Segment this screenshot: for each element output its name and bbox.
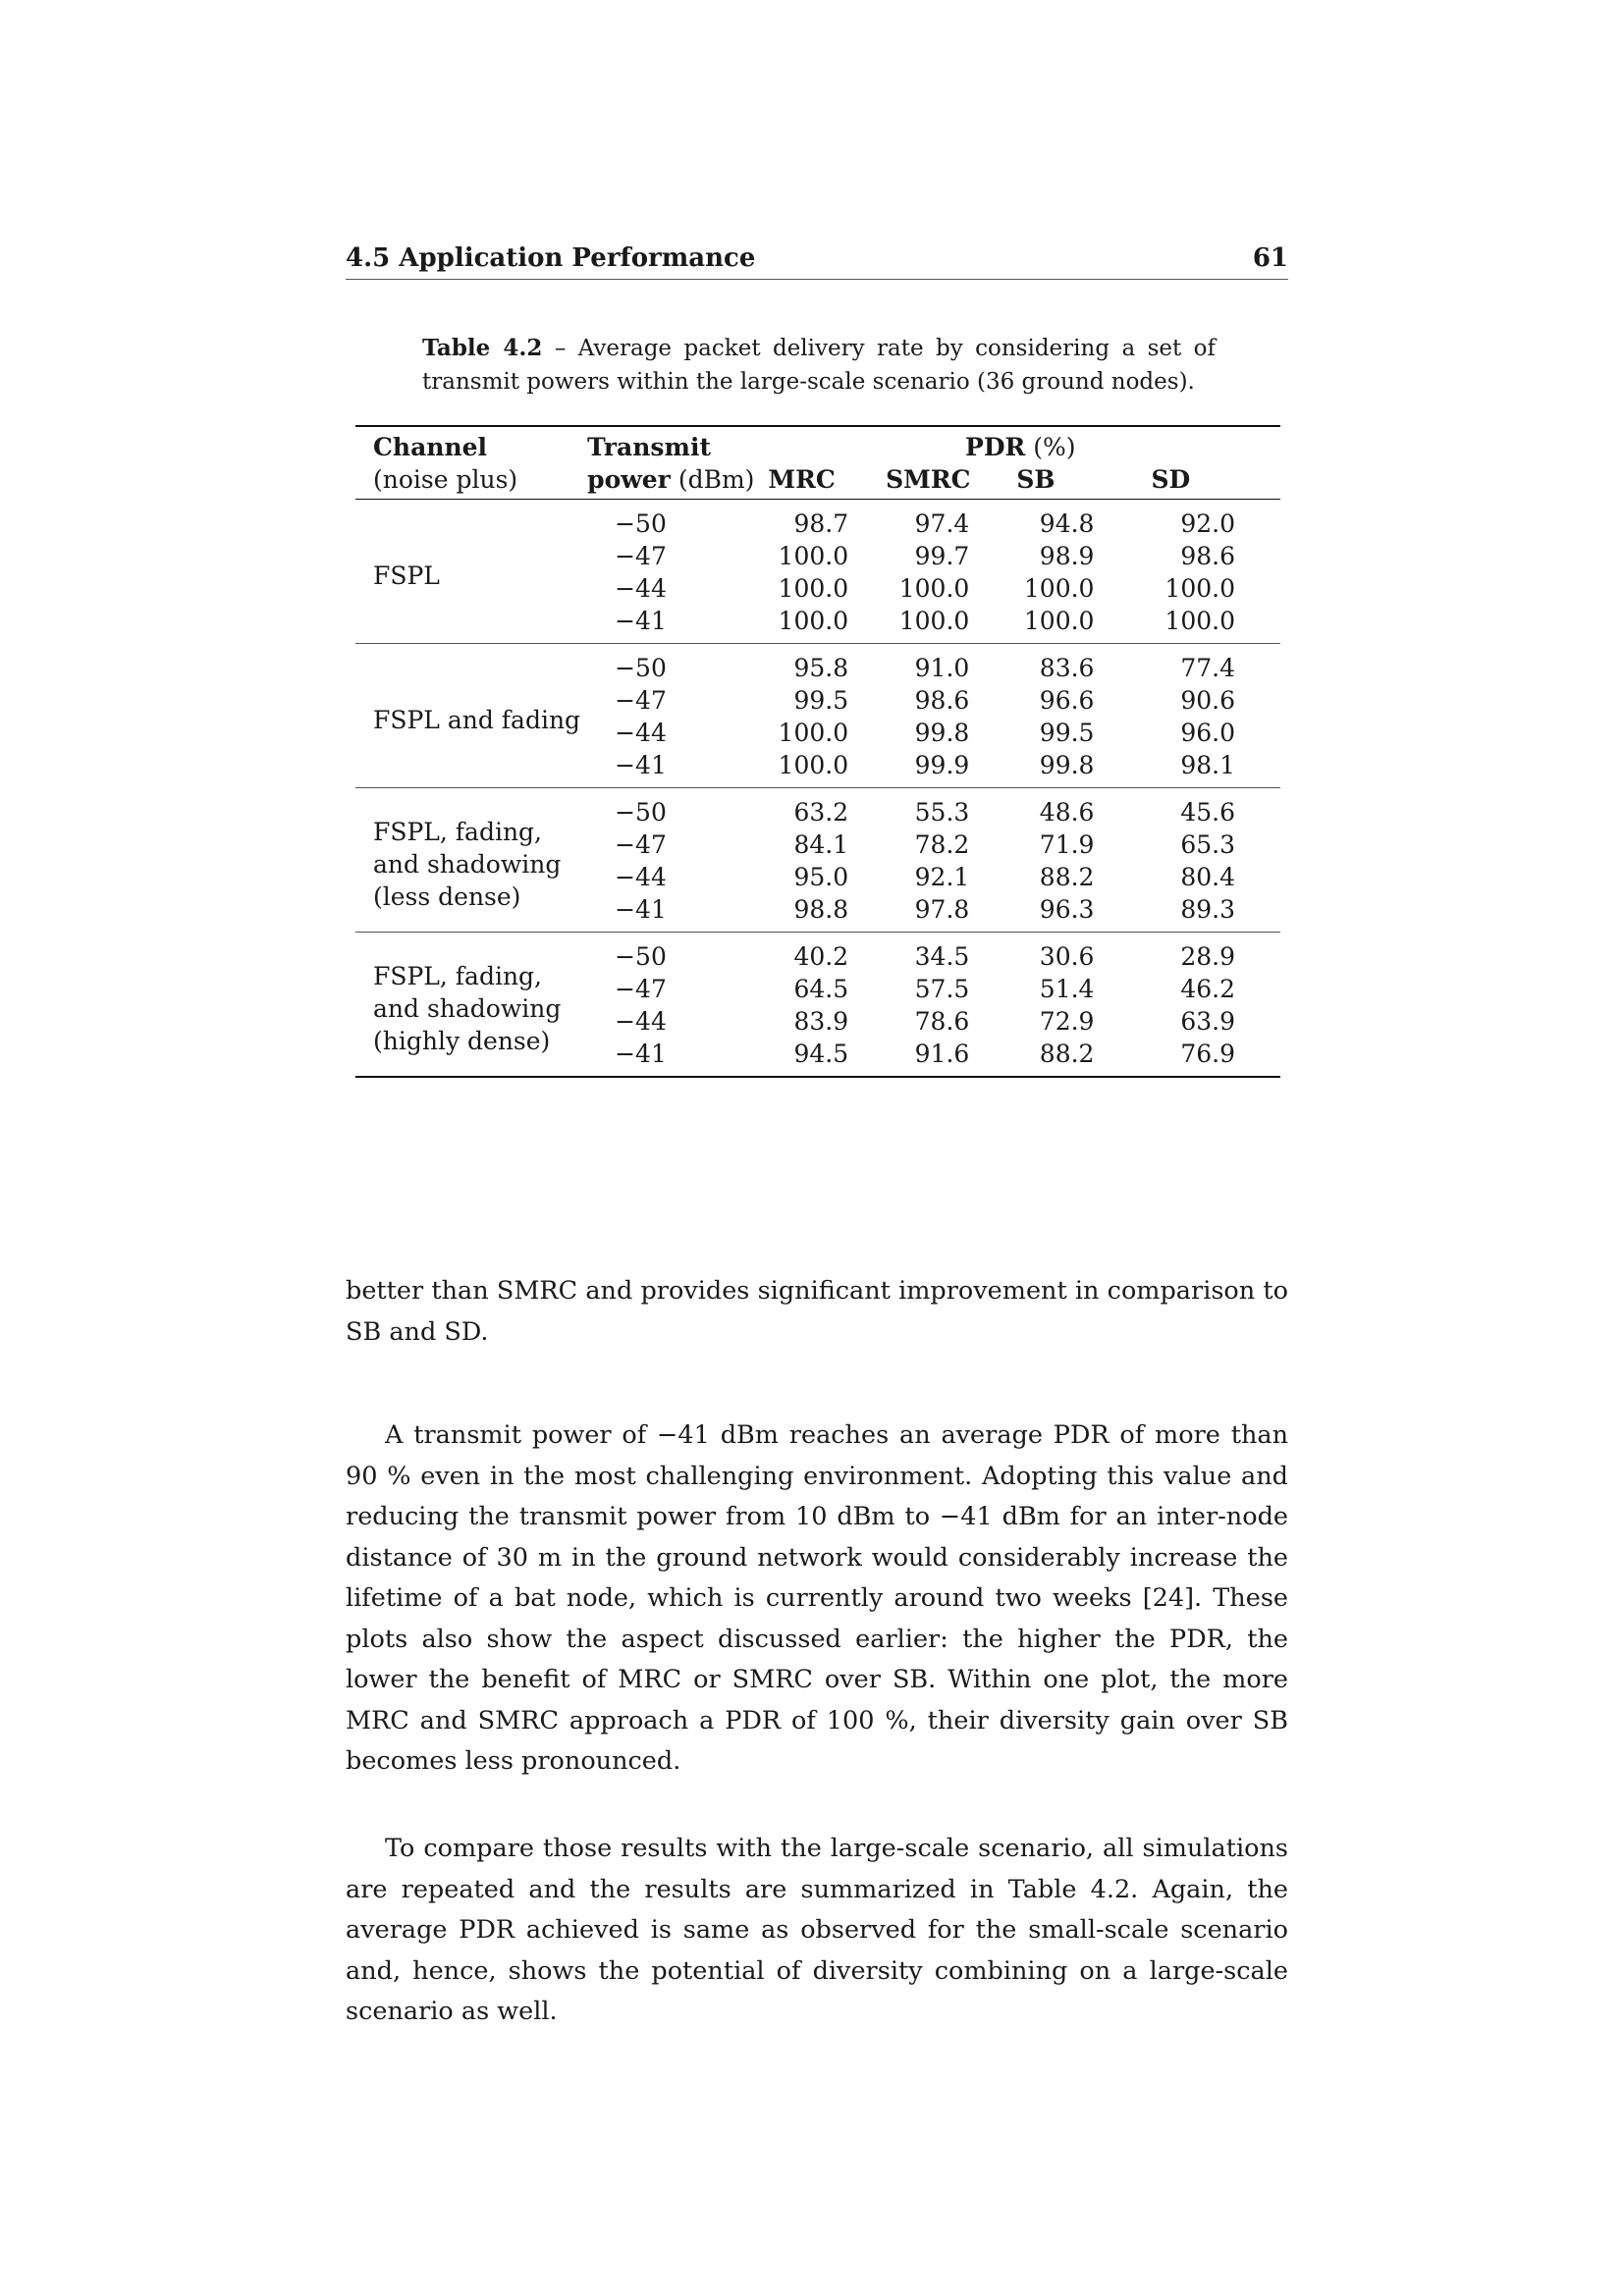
cell-smrc: 78.2: [914, 830, 970, 859]
cell-sb: 72.9: [1039, 1007, 1095, 1036]
table-group: [355, 500, 1280, 644]
cell-mrc: 40.2: [793, 942, 849, 971]
caption-text: – Average packet delivery rate by considering a set of transmit powers within the large-scale scenario (36 ground nodes).: [422, 336, 1216, 395]
cell-sb: 51.4: [1039, 975, 1095, 1003]
cell-mrc: 64.5: [793, 975, 849, 1003]
cell-sb: 96.6: [1039, 686, 1095, 715]
cell-tp: −44: [615, 863, 667, 891]
col-power-sub: power (dBm): [587, 463, 754, 500]
cell-sb: 71.9: [1039, 830, 1095, 859]
cell-smrc: 99.7: [914, 542, 970, 570]
cell-tp: −47: [615, 686, 667, 715]
channel-line: FSPL, fading,: [373, 817, 542, 846]
cell-sb: 96.3: [1039, 895, 1095, 924]
cell-sd: 92.0: [1180, 509, 1235, 538]
cell-sd: 100.0: [1164, 574, 1235, 603]
channel-cell: [355, 933, 587, 1078]
cell-tp: −47: [615, 542, 667, 570]
col-channel-label: Channel: [355, 426, 587, 463]
cell-mrc: 100.0: [778, 574, 849, 603]
cell-smrc: 55.3: [914, 798, 970, 827]
cell-sd: 76.9: [1180, 1040, 1235, 1068]
cell-sd: 98.6: [1180, 542, 1235, 570]
cell-mrc: 100.0: [778, 542, 849, 570]
page-number: 61: [1252, 243, 1288, 273]
cell-sd: 98.1: [1180, 751, 1235, 779]
cell-smrc: 57.5: [914, 975, 970, 1003]
cell-sb: 30.6: [1039, 942, 1095, 971]
cell-mrc: 100.0: [778, 719, 849, 747]
channel-line: (highly dense): [373, 1026, 551, 1055]
cell-tp: −41: [615, 607, 667, 635]
cell-mrc: 83.9: [793, 1007, 849, 1036]
cell-sb: 88.2: [1039, 1040, 1095, 1068]
cell-mrc: 100.0: [778, 751, 849, 779]
channel-line: FSPL, fading,: [373, 961, 542, 990]
cell-sd: 90.6: [1180, 686, 1235, 715]
col-mrc: MRC: [754, 463, 862, 500]
cell-sb: 99.8: [1039, 751, 1095, 779]
table-group: [355, 644, 1280, 788]
cell-sb: 88.2: [1039, 863, 1095, 891]
channel-cell: [355, 788, 587, 933]
cell-tp: −50: [615, 942, 667, 971]
cell-mrc: 63.2: [793, 798, 849, 827]
cell-mrc: 100.0: [778, 607, 849, 635]
cell-smrc: 34.5: [914, 942, 970, 971]
running-header: [346, 243, 1288, 280]
cell-smrc: 92.1: [914, 863, 970, 891]
cell-mrc: 98.7: [793, 509, 849, 538]
channel-cell: [355, 500, 587, 644]
table-caption: [422, 332, 1216, 399]
channel-line: and shadowing: [373, 849, 562, 879]
col-sb: SB: [995, 463, 1119, 500]
table-row: [355, 644, 1280, 685]
channel-line: and shadowing: [373, 993, 562, 1023]
cell-smrc: 99.9: [914, 751, 970, 779]
channel-line: FSPL and fading: [373, 705, 581, 734]
cell-tp: −41: [615, 1040, 667, 1068]
cell-tp: −44: [615, 574, 667, 603]
cell-sb: 99.5: [1039, 719, 1095, 747]
cell-mrc: 95.8: [793, 654, 849, 682]
cell-sb: 100.0: [1023, 607, 1095, 635]
cell-sd: 89.3: [1180, 895, 1235, 924]
paragraph-3: To compare those results with the large-scale scenario, all simulations are repeated and the results are summarized in Table 4.2. Again, the average PDR achieved is same as observed for the small-scale scenario and, hence, shows the potential of diversity combining on a large-scale scenario as well.: [346, 1834, 1288, 2026]
pdr-table: [355, 425, 1280, 1078]
cell-sd: 28.9: [1180, 942, 1235, 971]
cell-smrc: 100.0: [898, 574, 970, 603]
col-sd: SD: [1119, 463, 1280, 500]
cell-smrc: 91.6: [914, 1040, 970, 1068]
table-group: [355, 933, 1280, 1078]
table-row: [355, 788, 1280, 829]
cell-tp: −50: [615, 509, 667, 538]
cell-mrc: 95.0: [793, 863, 849, 891]
cell-sd: 65.3: [1180, 830, 1235, 859]
cell-smrc: 91.0: [914, 654, 970, 682]
cell-tp: −41: [615, 895, 667, 924]
cell-smrc: 97.4: [914, 509, 970, 538]
cell-tp: −50: [615, 798, 667, 827]
cell-mrc: 84.1: [793, 830, 849, 859]
cell-sb: 48.6: [1039, 798, 1095, 827]
col-smrc: SMRC: [862, 463, 995, 500]
paragraph-2: A transmit power of −41 dBm reaches an average PDR of more than 90 % even in the most challenging environment. Adopting this value and reducing the transmit power from 10 dBm to −41 dBm for an inter-node distance of 30 m in the ground network would considerably increase the lifetime of a bat node, which is currently around two weeks [24]. These plots also show the aspect discussed earlier: the higher the PDR, the lower the benefit of MRC or SMRC over SB. Within one plot, the more MRC and SMRC approach a PDR of 100 %, their diversity gain over SB becomes less pronounced.: [346, 1420, 1288, 1776]
table-row: [355, 500, 1280, 541]
cell-mrc: 98.8: [793, 895, 849, 924]
cell-tp: −47: [615, 830, 667, 859]
cell-sb: 98.9: [1039, 542, 1095, 570]
cell-tp: −47: [615, 975, 667, 1003]
cell-smrc: 99.8: [914, 719, 970, 747]
header-row-2: [355, 463, 1280, 500]
channel-line: FSPL: [373, 561, 440, 590]
cell-sd: 46.2: [1180, 975, 1235, 1003]
cell-tp: −41: [615, 751, 667, 779]
cell-smrc: 100.0: [898, 607, 970, 635]
section-title: 4.5 Application Performance: [346, 243, 756, 273]
cell-sd: 100.0: [1164, 607, 1235, 635]
cell-smrc: 78.6: [914, 1007, 970, 1036]
cell-tp: −44: [615, 719, 667, 747]
channel-line: (less dense): [373, 881, 521, 911]
cell-sd: 80.4: [1180, 863, 1235, 891]
cell-tp: −44: [615, 1007, 667, 1036]
cell-sd: 77.4: [1180, 654, 1235, 682]
cell-smrc: 98.6: [914, 686, 970, 715]
cell-mrc: 94.5: [793, 1040, 849, 1068]
cell-sb: 83.6: [1039, 654, 1095, 682]
cell-mrc: 99.5: [793, 686, 849, 715]
channel-cell: [355, 644, 587, 788]
cell-sd: 45.6: [1180, 798, 1235, 827]
col-transmit-label: Transmit: [587, 426, 754, 463]
table-row: [355, 933, 1280, 974]
cell-tp: −50: [615, 654, 667, 682]
header-row-1: [355, 426, 1280, 463]
table-group: [355, 788, 1280, 933]
cell-sd: 96.0: [1180, 719, 1235, 747]
table-label: Table 4.2: [422, 335, 543, 361]
cell-smrc: 97.8: [914, 895, 970, 924]
cell-sb: 100.0: [1023, 574, 1095, 603]
col-channel-sub: (noise plus): [355, 463, 587, 500]
paragraph-1: better than SMRC and provides significant improvement in comparison to SB and SD.: [346, 1276, 1288, 1347]
cell-sb: 94.8: [1039, 509, 1095, 538]
col-pdr-label: PDR (%): [862, 426, 1119, 463]
cell-sd: 63.9: [1180, 1007, 1235, 1036]
